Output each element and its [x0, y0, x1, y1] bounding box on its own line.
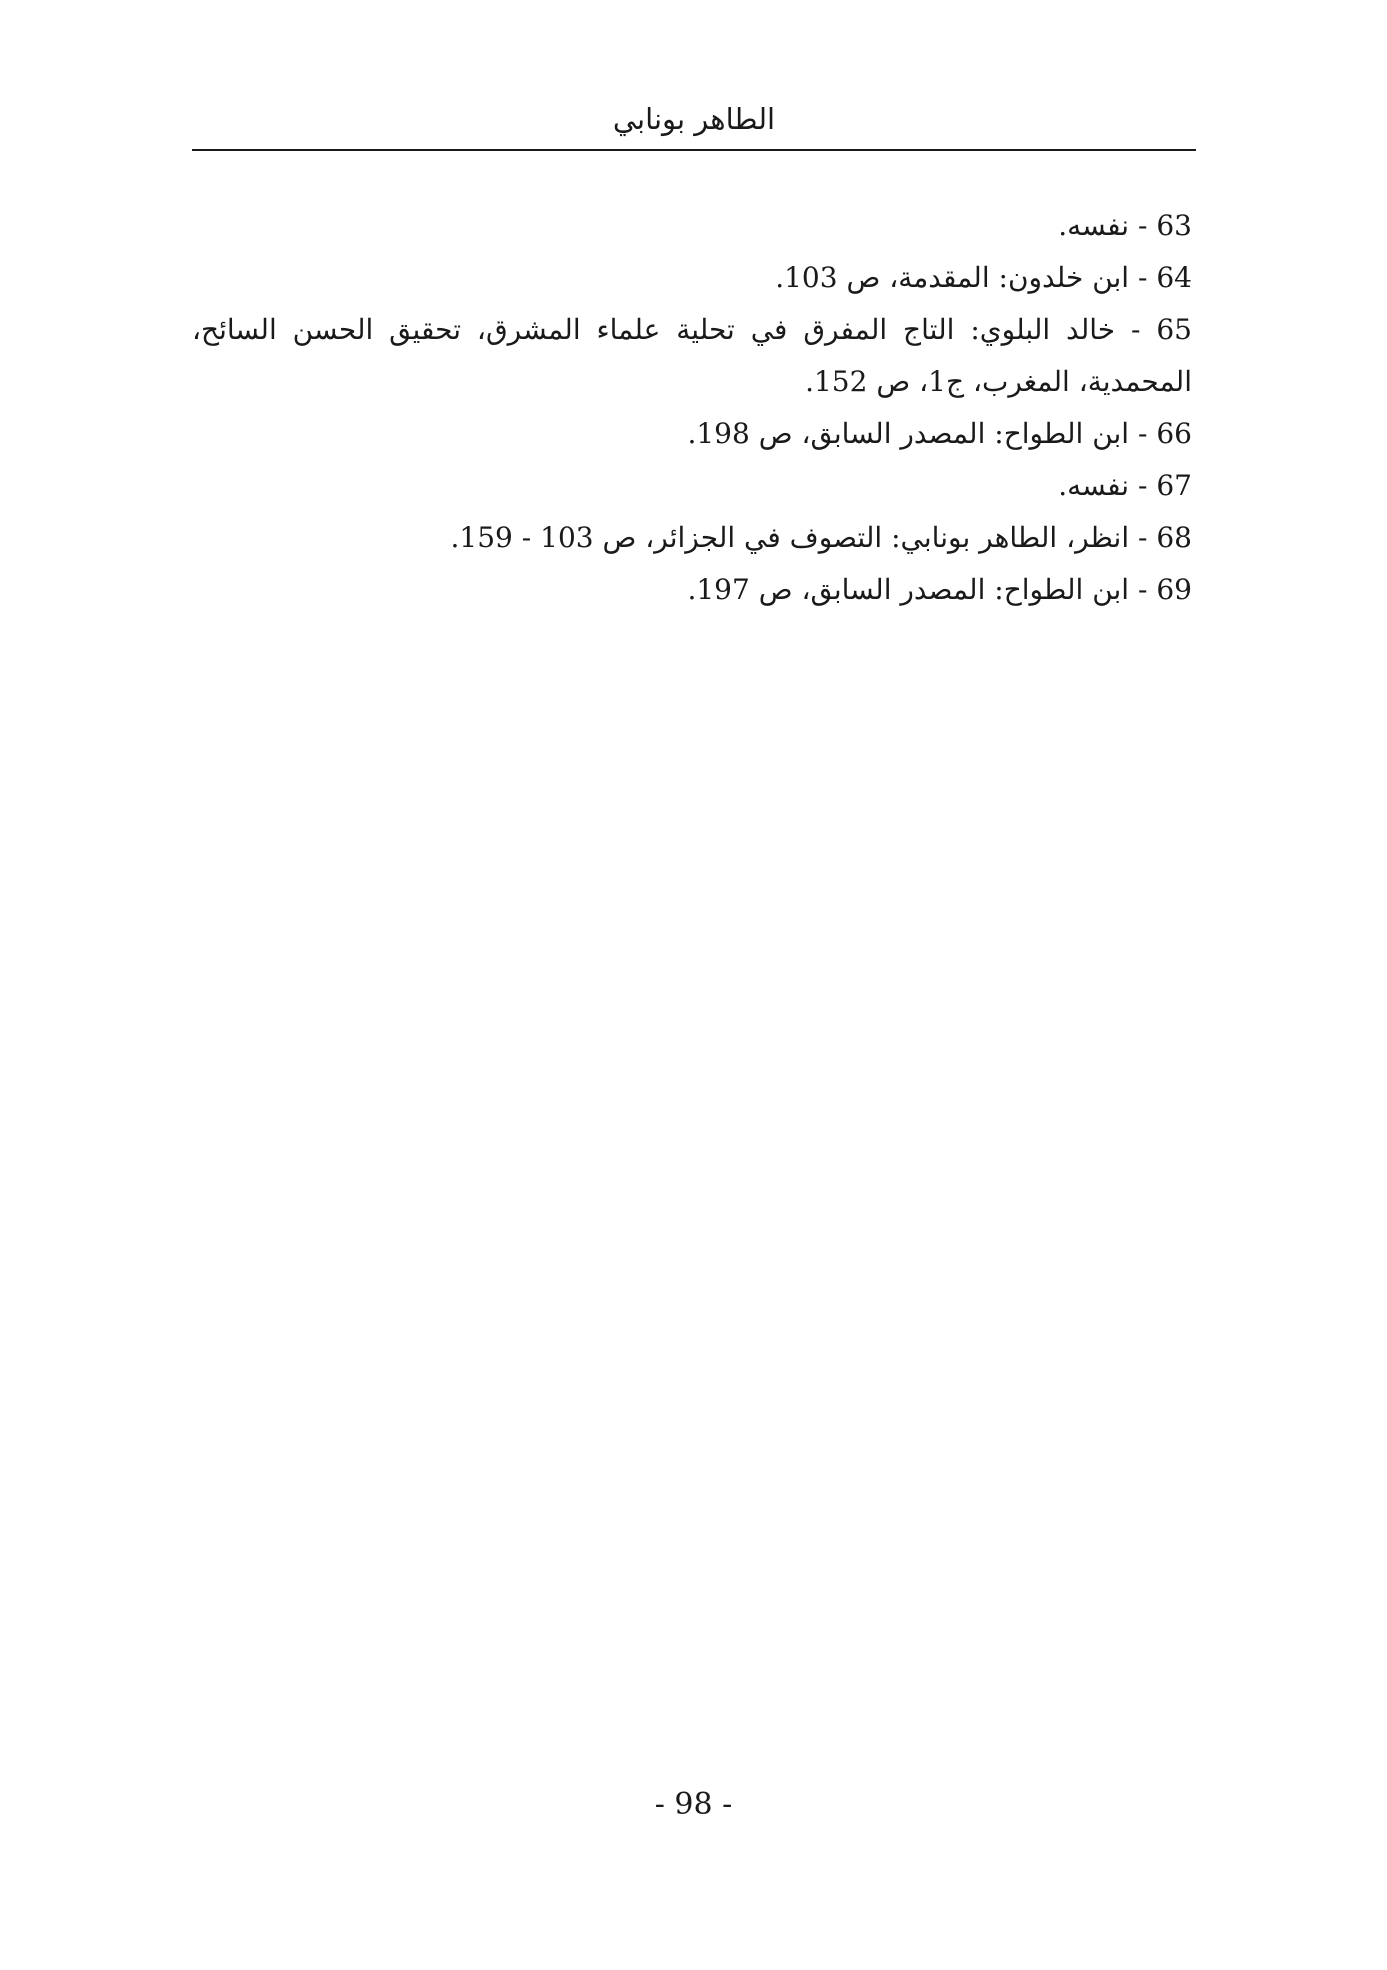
footnote-66: 66 - ابن الطواح: المصدر السابق، ص 198.: [687, 417, 1192, 450]
footnote-63: 63 - نفسه.: [1058, 209, 1192, 242]
header-divider: [192, 149, 1196, 151]
footnote-68: 68 - انظر، الطاهر بونابي: التصوف في الجزائر، ص 103 - 159.: [450, 521, 1192, 554]
running-header-author: الطاهر بونابي: [612, 102, 776, 136]
footnote-64: 64 - ابن خلدون: المقدمة، ص 103.: [775, 261, 1192, 294]
page-number: - 98 -: [654, 1787, 733, 1822]
footnote-69: 69 - ابن الطواح: المصدر السابق، ص 197.: [687, 573, 1192, 606]
footnote-65: 65 - خالد البلوي: التاج المفرق في تحلية علماء المشرق، تحقيق الحسن السائح، المحمدية، المغرب، ج1، ص 152.: [192, 313, 1192, 398]
footnotes-list: [192, 200, 1192, 616]
footnote-67: 67 - نفسه.: [1058, 469, 1192, 502]
